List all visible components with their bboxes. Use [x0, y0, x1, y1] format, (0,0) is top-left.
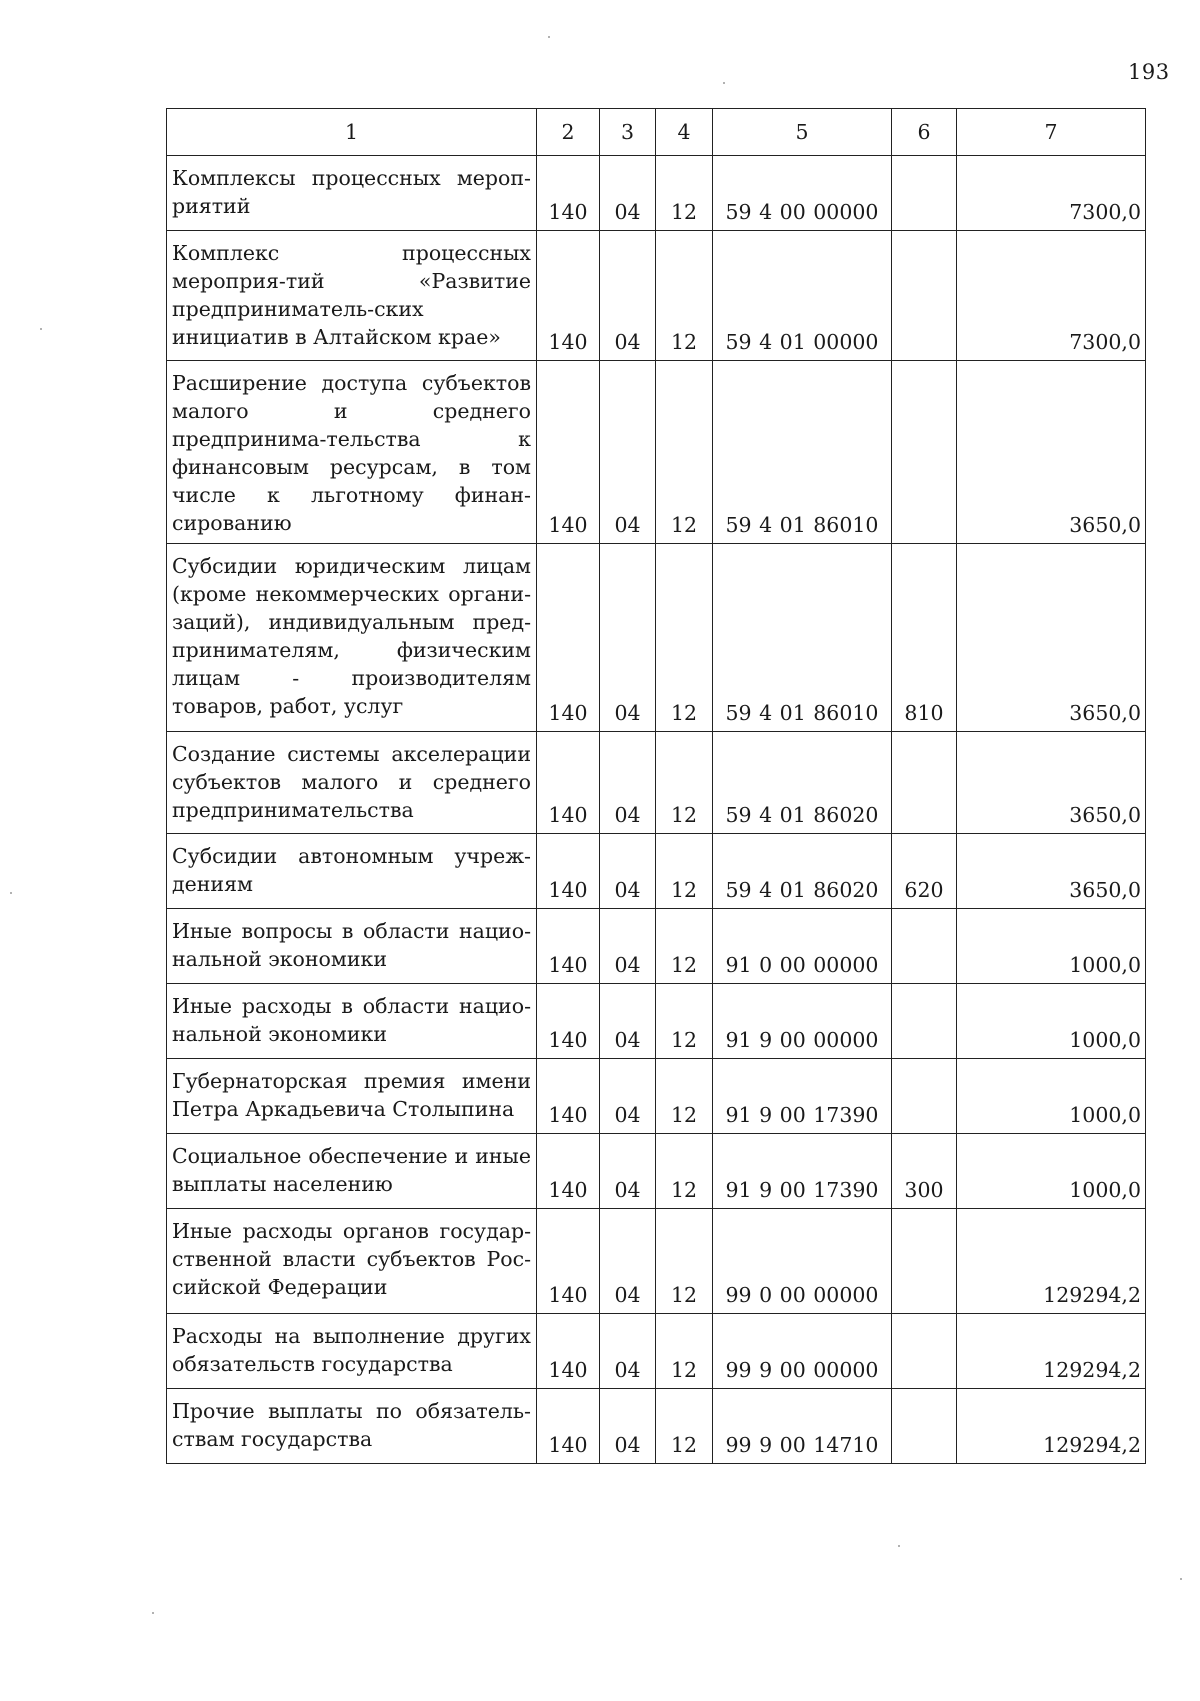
- column-4-cell: 12: [656, 544, 713, 732]
- amount-cell: 1000,0: [957, 1059, 1146, 1134]
- column-header: 7: [957, 109, 1146, 156]
- expense-type-cell: [892, 1389, 957, 1464]
- target-article-code-cell: 99 0 00 00000: [713, 1209, 892, 1314]
- table-row: [167, 834, 1146, 909]
- expense-type-cell: [892, 1314, 957, 1389]
- column-2-cell: 140: [537, 1134, 600, 1209]
- expense-type-cell: [892, 231, 957, 361]
- scan-speck: [723, 82, 725, 84]
- amount-cell: 1000,0: [957, 1134, 1146, 1209]
- amount-cell: 129294,2: [957, 1314, 1146, 1389]
- column-4-cell: 12: [656, 361, 713, 544]
- table-row: [167, 984, 1146, 1059]
- column-3-cell: 04: [600, 544, 656, 732]
- item-name-cell: Расширение доступа субъектов малого и среднего предпринима-тельства к финансовым ресурсам, в том числе к льготному финан-сированию: [167, 361, 537, 544]
- table-header-row: [167, 109, 1146, 156]
- column-header: 3: [600, 109, 656, 156]
- column-header: 2: [537, 109, 600, 156]
- column-3-cell: 04: [600, 1389, 656, 1464]
- column-2-cell: 140: [537, 732, 600, 834]
- column-3-cell: 04: [600, 361, 656, 544]
- column-2-cell: 140: [537, 361, 600, 544]
- table-row: [167, 231, 1146, 361]
- target-article-code-cell: 91 9 00 00000: [713, 984, 892, 1059]
- target-article-code-cell: 59 4 01 86010: [713, 544, 892, 732]
- column-4-cell: 12: [656, 1134, 713, 1209]
- expense-type-cell: 620: [892, 834, 957, 909]
- item-name-cell: Губернаторская премия имени Петра Аркадьевича Столыпина: [167, 1059, 537, 1134]
- column-3-cell: 04: [600, 732, 656, 834]
- column-header: 4: [656, 109, 713, 156]
- table-row: [167, 1209, 1146, 1314]
- column-4-cell: 12: [656, 156, 713, 231]
- expense-type-cell: [892, 909, 957, 984]
- column-3-cell: 04: [600, 1059, 656, 1134]
- amount-cell: 3650,0: [957, 361, 1146, 544]
- amount-cell: 1000,0: [957, 984, 1146, 1059]
- page-number: 193: [1128, 60, 1170, 84]
- item-name-cell: Комплекс процессных мероприя-тий «Развитие предприниматель-ских инициатив в Алтайском крае»: [167, 231, 537, 361]
- amount-cell: 7300,0: [957, 156, 1146, 231]
- column-3-cell: 04: [600, 1314, 656, 1389]
- target-article-code-cell: 59 4 01 00000: [713, 231, 892, 361]
- column-2-cell: 140: [537, 544, 600, 732]
- target-article-code-cell: 59 4 00 00000: [713, 156, 892, 231]
- target-article-code-cell: 91 9 00 17390: [713, 1059, 892, 1134]
- item-name-cell: Субсидии автономным учреж-дениям: [167, 834, 537, 909]
- column-3-cell: 04: [600, 156, 656, 231]
- table-row: [167, 909, 1146, 984]
- scan-speck: [1180, 1578, 1182, 1580]
- column-2-cell: 140: [537, 834, 600, 909]
- item-name-cell: Иные расходы органов государ-ственной власти субъектов Рос-сийской Федерации: [167, 1209, 537, 1314]
- amount-cell: 129294,2: [957, 1389, 1146, 1464]
- column-3-cell: 04: [600, 231, 656, 361]
- column-4-cell: 12: [656, 1209, 713, 1314]
- item-name-cell: Субсидии юридическим лицам (кроме некоммерческих органи-заций), индивидуальным пред-принимателям, физическим лицам - производителям товаров, работ, услуг: [167, 544, 537, 732]
- item-name-cell: Иные вопросы в области нацио-нальной экономики: [167, 909, 537, 984]
- column-4-cell: 12: [656, 231, 713, 361]
- table-row: [167, 156, 1146, 231]
- expense-type-cell: [892, 732, 957, 834]
- item-name-cell: Расходы на выполнение других обязательств государства: [167, 1314, 537, 1389]
- target-article-code-cell: 59 4 01 86020: [713, 834, 892, 909]
- target-article-code-cell: 91 9 00 17390: [713, 1134, 892, 1209]
- scan-speck: [40, 328, 42, 330]
- table-row: [167, 1134, 1146, 1209]
- column-3-cell: 04: [600, 1209, 656, 1314]
- column-4-cell: 12: [656, 1059, 713, 1134]
- scan-speck: [548, 36, 550, 38]
- column-2-cell: 140: [537, 909, 600, 984]
- table-row: [167, 544, 1146, 732]
- amount-cell: 129294,2: [957, 1209, 1146, 1314]
- scan-speck: [10, 892, 12, 894]
- expense-type-cell: 810: [892, 544, 957, 732]
- column-2-cell: 140: [537, 984, 600, 1059]
- expense-type-cell: 300: [892, 1134, 957, 1209]
- column-2-cell: 140: [537, 231, 600, 361]
- item-name-cell: Социальное обеспечение и иные выплаты населению: [167, 1134, 537, 1209]
- column-4-cell: 12: [656, 1389, 713, 1464]
- scan-speck: [152, 1612, 154, 1614]
- expense-type-cell: [892, 156, 957, 231]
- item-name-cell: Комплексы процессных мероп-риятий: [167, 156, 537, 231]
- table-row: [167, 1059, 1146, 1134]
- target-article-code-cell: 91 0 00 00000: [713, 909, 892, 984]
- column-4-cell: 12: [656, 732, 713, 834]
- amount-cell: 7300,0: [957, 231, 1146, 361]
- column-3-cell: 04: [600, 984, 656, 1059]
- column-3-cell: 04: [600, 1134, 656, 1209]
- column-header: 5: [713, 109, 892, 156]
- item-name-cell: Прочие выплаты по обязатель-ствам государства: [167, 1389, 537, 1464]
- column-2-cell: 140: [537, 156, 600, 231]
- table-row: [167, 1389, 1146, 1464]
- column-4-cell: 12: [656, 984, 713, 1059]
- expense-type-cell: [892, 361, 957, 544]
- column-4-cell: 12: [656, 834, 713, 909]
- column-2-cell: 140: [537, 1209, 600, 1314]
- target-article-code-cell: 99 9 00 00000: [713, 1314, 892, 1389]
- target-article-code-cell: 99 9 00 14710: [713, 1389, 892, 1464]
- expense-type-cell: [892, 1209, 957, 1314]
- expense-type-cell: [892, 984, 957, 1059]
- amount-cell: 3650,0: [957, 544, 1146, 732]
- column-header: 1: [167, 109, 537, 156]
- target-article-code-cell: 59 4 01 86010: [713, 361, 892, 544]
- column-3-cell: 04: [600, 834, 656, 909]
- expense-type-cell: [892, 1059, 957, 1134]
- column-4-cell: 12: [656, 1314, 713, 1389]
- column-header: 6: [892, 109, 957, 156]
- item-name-cell: Иные расходы в области нацио-нальной экономики: [167, 984, 537, 1059]
- column-4-cell: 12: [656, 909, 713, 984]
- amount-cell: 3650,0: [957, 732, 1146, 834]
- column-2-cell: 140: [537, 1389, 600, 1464]
- table-row: [167, 361, 1146, 544]
- budget-table: [166, 108, 1146, 1464]
- amount-cell: 1000,0: [957, 909, 1146, 984]
- scan-speck: [898, 1545, 900, 1547]
- column-2-cell: 140: [537, 1314, 600, 1389]
- column-3-cell: 04: [600, 909, 656, 984]
- amount-cell: 3650,0: [957, 834, 1146, 909]
- table-row: [167, 732, 1146, 834]
- column-2-cell: 140: [537, 1059, 600, 1134]
- table-row: [167, 1314, 1146, 1389]
- target-article-code-cell: 59 4 01 86020: [713, 732, 892, 834]
- item-name-cell: Создание системы акселерации субъектов малого и среднего предпринимательства: [167, 732, 537, 834]
